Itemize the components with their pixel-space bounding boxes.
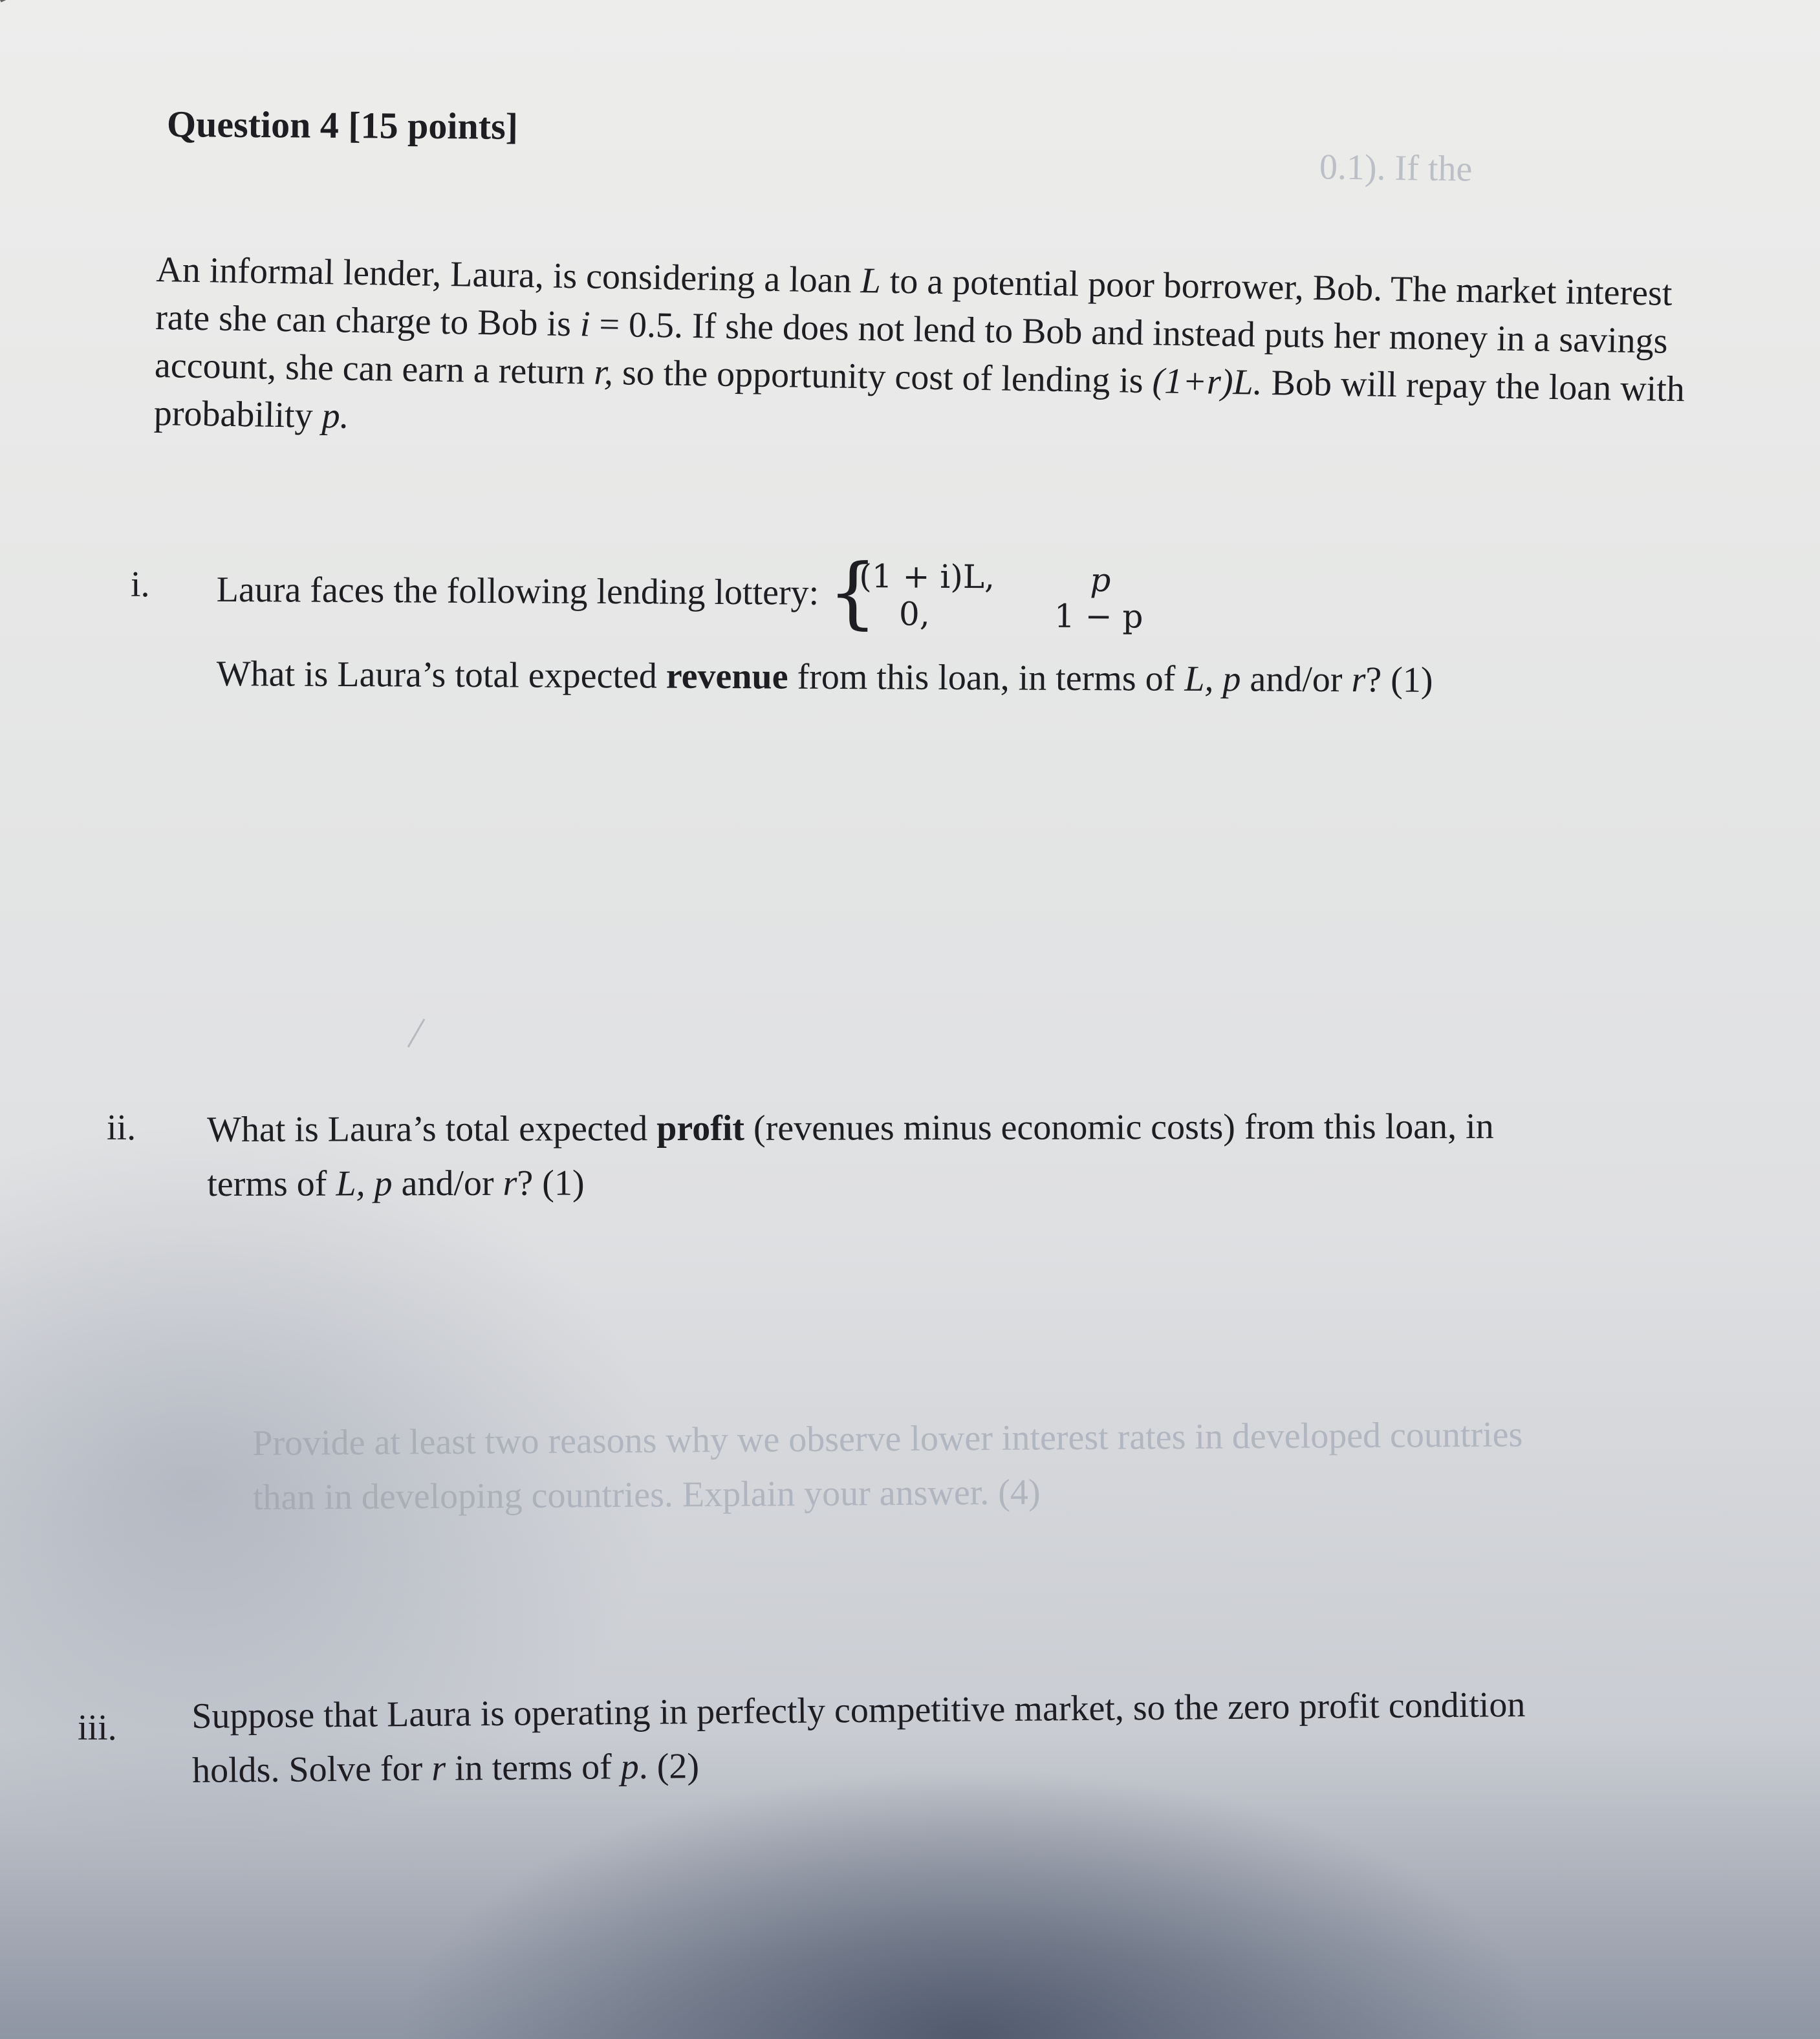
intro-var-p: p. [321, 396, 350, 437]
intro-text-1: An informal lender, Laura, is considering a loan [155, 249, 861, 301]
q1-lead: Laura faces the following lending lottery: [216, 569, 819, 613]
lottery-prob-2: 1 − p [1054, 597, 1143, 636]
q2-question [207, 1099, 1494, 1211]
q2-var-r: r [503, 1163, 517, 1203]
intro-text-4: so the opportunity cost of lending is [612, 352, 1153, 402]
q2-line2-a: terms of [207, 1163, 336, 1204]
q1-text-b: from this loan, in terms of [788, 656, 1185, 699]
q1-vars: L, p [1184, 658, 1241, 700]
q1-lottery [827, 547, 1158, 638]
intro-opportunity-cost: (1+r)L. [1152, 361, 1263, 403]
intro-text-3: = 0.5. If she does not lend to Bob and instead puts her money in a savings account, she can earn a return [154, 304, 1668, 393]
question-title: Question 4 [15 points] [166, 103, 519, 147]
q1-text-c: and/or [1240, 659, 1352, 700]
q3-line-2 [192, 1732, 1526, 1798]
q1-text-d: ? (1) [1365, 660, 1433, 700]
q1-var-r: r [1351, 660, 1366, 700]
q1-keyword-revenue: revenue [666, 656, 788, 697]
q2-keyword-profit: profit [656, 1108, 745, 1149]
paper-crease-mark [407, 1019, 442, 1057]
q2-line-1 [207, 1099, 1494, 1157]
q1-number: i. [131, 565, 150, 605]
lottery-outcome-1: (1 + i)L, [859, 557, 995, 596]
lottery-outcome-2: 0, [898, 595, 930, 633]
bleed-line-1: Provide at least two reasons why we observe lower interest rates in developed countries [252, 1414, 1523, 1463]
q3-line2-b: in terms of [445, 1747, 621, 1789]
q3-number: iii. [78, 1708, 117, 1748]
q2-text-b: (revenues minus economic costs) from this loan, in [744, 1106, 1494, 1149]
q2-text-a: What is Laura’s total expected [207, 1108, 657, 1150]
q3-line2-a: holds. Solve for [191, 1748, 432, 1791]
intro-text-2: to a potential poor borrower, Bob. The market interest rate she can charge to Bob is [155, 261, 1673, 345]
q2-line2-c: ? (1) [517, 1163, 585, 1203]
intro-var-r: r, [593, 352, 614, 393]
q3-question [191, 1678, 1526, 1798]
q3-var-r: r [431, 1748, 446, 1789]
lottery-prob-1: p [1090, 561, 1111, 599]
q3-line2-c: . (2) [638, 1746, 700, 1787]
bleed-through-top: 0.1). If the [1319, 147, 1473, 189]
bleed-line-2: than in developing countries. Explain your answer. (4) [252, 1472, 1041, 1518]
q1-lead-line [216, 547, 1158, 638]
intro-var-i: i [580, 304, 590, 345]
q1-text-a: What is Laura’s total expected [216, 653, 666, 696]
lottery-brace: { [827, 547, 878, 638]
q2-number: ii. [107, 1108, 136, 1148]
q1-question [217, 647, 1433, 707]
intro-var-L: L [860, 261, 882, 301]
q2-vars: L, p [336, 1163, 393, 1204]
paper-corner-shadow [0, 0, 47, 26]
bleed-through-question [252, 1407, 1523, 1525]
q3-var-p: p [620, 1746, 639, 1787]
q3-line-1: Suppose that Laura is operating in perfectly competitive market, so the zero profit condition [191, 1685, 1526, 1736]
q2-line-2 [207, 1154, 1494, 1211]
q2-line2-b: and/or [392, 1163, 503, 1204]
question-intro [153, 246, 1734, 462]
intro-text-5: Bob will repay the loan with probability [153, 362, 1685, 437]
